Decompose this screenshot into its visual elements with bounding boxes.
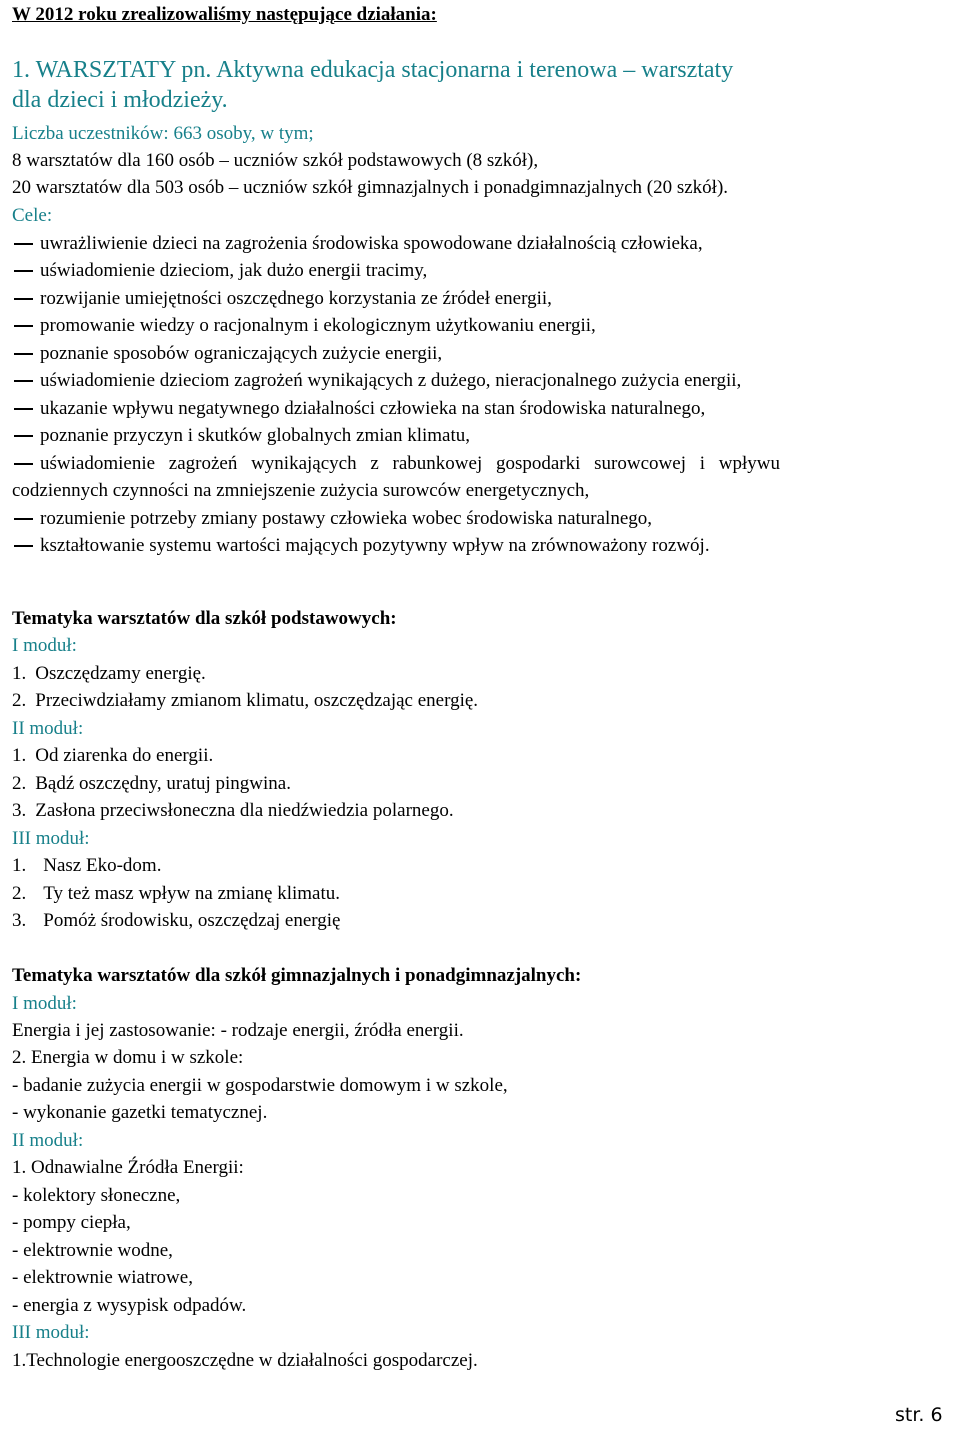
primary-module3-item (12, 909, 340, 933)
goal-item: ukazanie wpływu negatywnego działalności człowieka na stan środowiska naturalnego, (40, 398, 706, 419)
section-heading-line1: 1. WARSZTATY pn. Aktywna edukacja stacjonarna i terenowa – warsztaty (12, 57, 734, 83)
participants-line (12, 122, 314, 146)
item-text: Od ziarenka do energii. (35, 745, 214, 766)
secondary-module1-line: 2. Energia w domu i w szkole: (12, 1047, 244, 1068)
participants-secondary: 20 warsztatów dla 503 osób – uczniów szkół gimnazjalnych i ponadgimnazjalnych (20 szkół). (12, 177, 729, 198)
goal-item-continuation: codziennych czynności na zmniejszenie zużycia surowców energetycznych, (12, 480, 590, 501)
primary-module1-label: I moduł: (12, 635, 77, 656)
secondary-module3-line: 1.Technologie energooszczędne w działalności gospodarczej. (12, 1350, 478, 1371)
dash-bullet (14, 353, 33, 355)
secondary-module2-line: - energia z wysypisk odpadów. (12, 1295, 247, 1316)
primary-module3-label: III moduł: (12, 828, 90, 849)
secondary-topics-heading: Tematyka warsztatów dla szkół gimnazjalnych i ponadgimnazjalnych: (12, 965, 582, 986)
secondary-module1-line: - badanie zużycia energii w gospodarstwie domowym i w szkole, (12, 1075, 508, 1096)
item-number: 2. (12, 773, 27, 794)
page-number: str. 6 (895, 1404, 943, 1426)
item-text: Oszczędzamy energię. (35, 663, 206, 684)
secondary-module2-line: 1. Odnawialne Źródła Energii: (12, 1157, 244, 1178)
participants-value: 663 osoby, w tym; (168, 123, 314, 144)
goal-item-text: uświadomienie zagrożeń wynikających z rabunkowej gospodarki surowcowej i wpływu (40, 453, 780, 474)
item-number: 3. (12, 910, 27, 931)
secondary-module2-line: - kolektory słoneczne, (12, 1185, 181, 1206)
item-number: 1. (12, 745, 27, 766)
dash-bullet (14, 298, 33, 300)
item-text: Ty też masz wpływ na zmianę klimatu. (43, 883, 341, 904)
participants-primary: 8 warsztatów dla 160 osób – uczniów szkół podstawowych (8 szkół), (12, 150, 539, 171)
primary-module2-label: II moduł: (12, 718, 84, 739)
dash-bullet (14, 435, 33, 437)
primary-module3-item (12, 882, 340, 906)
primary-module2-item (12, 744, 213, 768)
item-number: 1. (12, 663, 27, 684)
item-text: Bądź oszczędny, uratuj pingwina. (35, 773, 291, 794)
secondary-module2-line: - pompy ciepła, (12, 1212, 131, 1233)
secondary-module1-label: I moduł: (12, 993, 77, 1014)
primary-module1-item (12, 689, 478, 713)
section-heading-line2: dla dzieci i młodzieży. (12, 87, 228, 113)
dash-bullet (14, 325, 33, 327)
goal-item-justified (40, 452, 957, 476)
primary-module2-item (12, 799, 454, 823)
goal-item: kształtowanie systemu wartości mających pozytywny wpływ na zrównoważony rozwój. (40, 535, 710, 556)
secondary-module2-line: - elektrownie wodne, (12, 1240, 173, 1261)
dash-bullet (14, 545, 33, 547)
dash-bullet (14, 463, 33, 465)
goal-item: rozumienie potrzeby zmiany postawy człowieka wobec środowiska naturalnego, (40, 508, 653, 529)
item-number: 1. (12, 855, 27, 876)
goal-item: uświadomienie dzieciom zagrożeń wynikających z dużego, nieracjonalnego zużycia energii, (40, 370, 742, 391)
primary-module3-item (12, 854, 161, 878)
item-text: Zasłona przeciwsłoneczna dla niedźwiedzia polarnego. (35, 800, 454, 821)
secondary-module2-line: - elektrownie wiatrowe, (12, 1267, 193, 1288)
participants-label: Liczba uczestników: (12, 123, 169, 144)
item-text: Przeciwdziałamy zmianom klimatu, oszczędzając energię. (35, 690, 479, 711)
dash-bullet (14, 380, 33, 382)
secondary-module1-line: Energia i jej zastosowanie: - rodzaje energii, źródła energii. (12, 1020, 464, 1041)
goal-item: uwrażliwienie dzieci na zagrożenia środowiska spowodowane działalnością człowieka, (40, 233, 703, 254)
primary-module1-item (12, 662, 206, 686)
goal-item: poznanie przyczyn i skutków globalnych zmian klimatu, (40, 425, 471, 446)
secondary-module3-label: III moduł: (12, 1322, 90, 1343)
goal-item: rozwijanie umiejętności oszczędnego korzystania ze źródeł energii, (40, 288, 552, 309)
item-text: Nasz Eko-dom. (43, 855, 162, 876)
dash-bullet (14, 270, 33, 272)
dash-bullet (14, 518, 33, 520)
dash-bullet (14, 408, 33, 410)
primary-module2-item (12, 772, 291, 796)
primary-topics-heading: Tematyka warsztatów dla szkół podstawowych: (12, 608, 397, 629)
goal-item: poznanie sposobów ograniczających zużycie energii, (40, 343, 443, 364)
goal-item: uświadomienie dzieciom, jak dużo energii tracimy, (40, 260, 428, 281)
dash-bullet (14, 243, 33, 245)
secondary-module2-label: II moduł: (12, 1130, 84, 1151)
goals-label: Cele: (12, 205, 53, 226)
item-number: 2. (12, 690, 27, 711)
item-number: 2. (12, 883, 27, 904)
item-text: Pomóż środowisku, oszczędzaj energię (43, 910, 341, 931)
item-number: 3. (12, 800, 27, 821)
secondary-module1-line: - wykonanie gazetki tematycznej. (12, 1102, 268, 1123)
intro-heading: W 2012 roku zrealizowaliśmy następujące działania: (12, 4, 437, 25)
goal-item: promowanie wiedzy o racjonalnym i ekologicznym użytkowaniu energii, (40, 315, 596, 336)
